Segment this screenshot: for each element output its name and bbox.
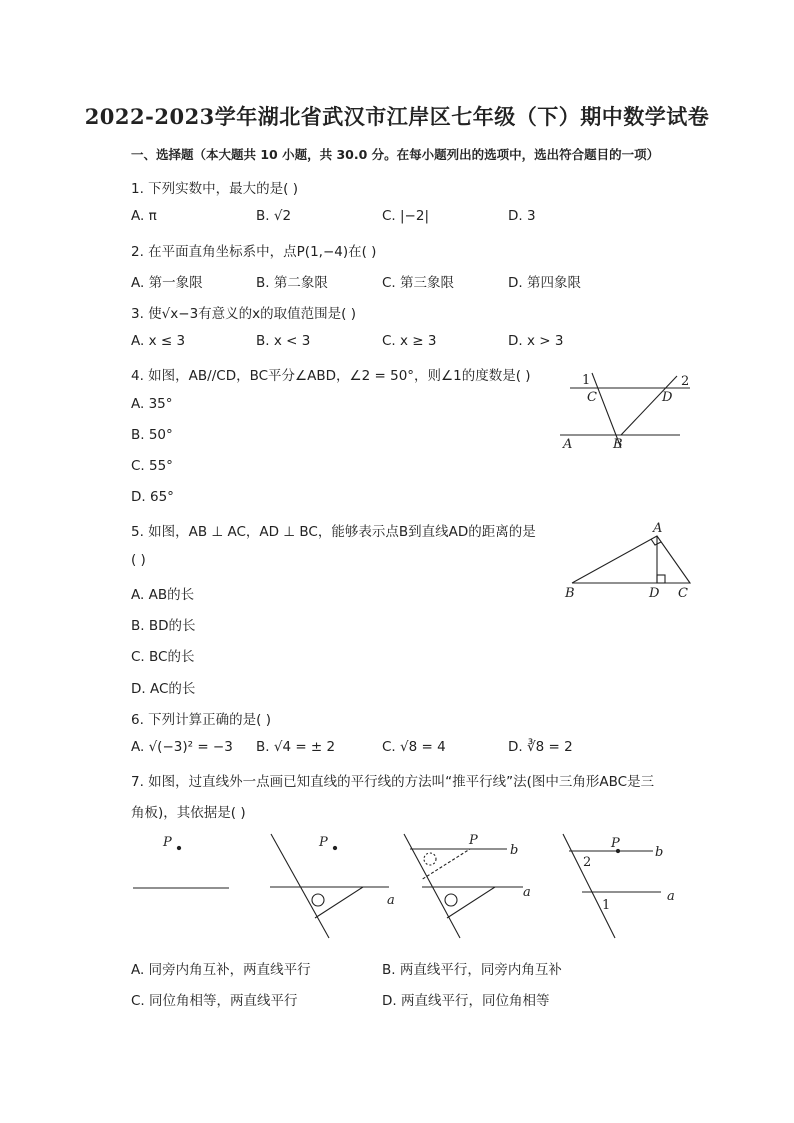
angle-2-label: 2 bbox=[681, 374, 690, 389]
question-1-option-d: D. 3 bbox=[508, 208, 536, 224]
point-a-label: A bbox=[563, 437, 573, 452]
question-3-stem: 3. 使√x−3有意义的x的取值范围是( ) bbox=[131, 306, 356, 322]
question-7-option-d: D. 两直线平行，同位角相等 bbox=[382, 993, 550, 1009]
question-7-stem-cont: 角板)，其依据是( ) bbox=[131, 805, 246, 821]
question-7-option-c: C. 同位角相等，两直线平行 bbox=[131, 993, 298, 1009]
panel-4-transversal bbox=[563, 834, 615, 938]
point-d-label: D bbox=[649, 586, 660, 601]
question-6-option-d: D. ∛8 = 2 bbox=[508, 739, 573, 755]
panel-3-point-p: P bbox=[469, 833, 478, 848]
question-1-stem: 1. 下列实数中，最大的是( ) bbox=[131, 181, 298, 197]
question-4-option-a: A. 35° bbox=[131, 396, 173, 412]
point-b-label: B bbox=[613, 437, 623, 452]
question-7-option-a: A. 同旁内角互补，两直线平行 bbox=[131, 962, 311, 978]
point-d-label: D bbox=[662, 390, 673, 405]
question-6-stem: 6. 下列计算正确的是( ) bbox=[131, 712, 271, 728]
question-1-option-a: A. π bbox=[131, 208, 157, 224]
question-2-option-a: A. 第一象限 bbox=[131, 275, 203, 291]
question-7-option-b: B. 两直线平行，同旁内角互补 bbox=[382, 962, 562, 978]
angle-1-label: 1 bbox=[582, 373, 591, 388]
panel-3-ruler bbox=[404, 834, 460, 938]
question-6-option-a: A. √(−3)² = −3 bbox=[131, 739, 233, 755]
question-6-option-c: C. √8 = 4 bbox=[382, 739, 446, 755]
question-5-figure bbox=[560, 518, 700, 603]
section-header: 一、选择题（本大题共 10 小题，共 30.0 分。在每小题列出的选项中，选出符合题目的一项） bbox=[131, 147, 660, 162]
question-5-option-b: B. BD的长 bbox=[131, 618, 196, 634]
panel-3-triangle bbox=[435, 887, 495, 918]
question-6-option-b: B. √4 = ± 2 bbox=[256, 739, 336, 755]
panel-2-point-p: P bbox=[319, 835, 328, 850]
question-5-option-c: C. BC的长 bbox=[131, 649, 195, 665]
question-2-stem: 2. 在平面直角坐标系中，点P(1,−4)在( ) bbox=[131, 244, 377, 260]
question-4-option-b: B. 50° bbox=[131, 427, 173, 443]
point-c-label: C bbox=[587, 390, 597, 405]
question-4-option-d: D. 65° bbox=[131, 489, 174, 505]
panel-4-label-a: a bbox=[667, 889, 675, 904]
line-bd bbox=[621, 376, 677, 435]
right-angle-mark-d bbox=[657, 575, 665, 583]
question-5-option-d: D. AC的长 bbox=[131, 681, 196, 697]
question-4-option-c: C. 55° bbox=[131, 458, 173, 474]
panel-2-label-a: a bbox=[387, 893, 395, 908]
question-5-stem-cont: ( ) bbox=[131, 552, 146, 568]
question-7-stem: 7. 如图，过直线外一点画已知直线的平行线的方法叫“推平行线”法(图中三角形ABC是三 bbox=[131, 774, 655, 790]
exam-title: 2022-2023学年湖北省武汉市江岸区七年级（下）期中数学试卷 bbox=[84, 104, 710, 129]
question-5-option-a: A. AB的长 bbox=[131, 587, 195, 603]
point-c-label: C bbox=[678, 586, 688, 601]
question-3-option-a: A. x ≤ 3 bbox=[131, 333, 186, 349]
question-1-option-b: B. √2 bbox=[256, 208, 292, 224]
triangle-abc bbox=[572, 536, 690, 583]
question-3-option-c: C. x ≥ 3 bbox=[382, 333, 437, 349]
question-4-stem: 4. 如图，AB//CD，BC平分∠ABD，∠2 = 50°，则∠1的度数是( ) bbox=[131, 368, 531, 384]
question-3-option-b: B. x < 3 bbox=[256, 333, 311, 349]
panel-4-point-p: P bbox=[611, 836, 620, 851]
question-2-option-c: C. 第三象限 bbox=[382, 275, 455, 291]
panel-3-label-b: b bbox=[510, 843, 519, 858]
point-b-label: B bbox=[565, 586, 575, 601]
question-3-option-d: D. x > 3 bbox=[508, 333, 564, 349]
panel-1-point-p: P bbox=[163, 835, 172, 850]
panel-2-triangle bbox=[301, 887, 363, 918]
question-1-option-c: C. |−2| bbox=[382, 208, 430, 224]
panel-4-label-b: b bbox=[655, 845, 664, 860]
question-5-stem: 5. 如图，AB ⊥ AC，AD ⊥ BC，能够表示点B到直线AD的距离的是 bbox=[131, 524, 536, 540]
panel-4-angle-1: 1 bbox=[602, 898, 611, 913]
panel-4-angle-2: 2 bbox=[583, 855, 592, 870]
question-4-figure bbox=[555, 368, 695, 453]
question-2-option-d: D. 第四象限 bbox=[508, 275, 581, 291]
question-7-figure bbox=[125, 828, 695, 943]
point-a-label: A bbox=[653, 521, 663, 536]
question-2-option-b: B. 第二象限 bbox=[256, 275, 328, 291]
panel-3-label-a: a bbox=[523, 885, 531, 900]
